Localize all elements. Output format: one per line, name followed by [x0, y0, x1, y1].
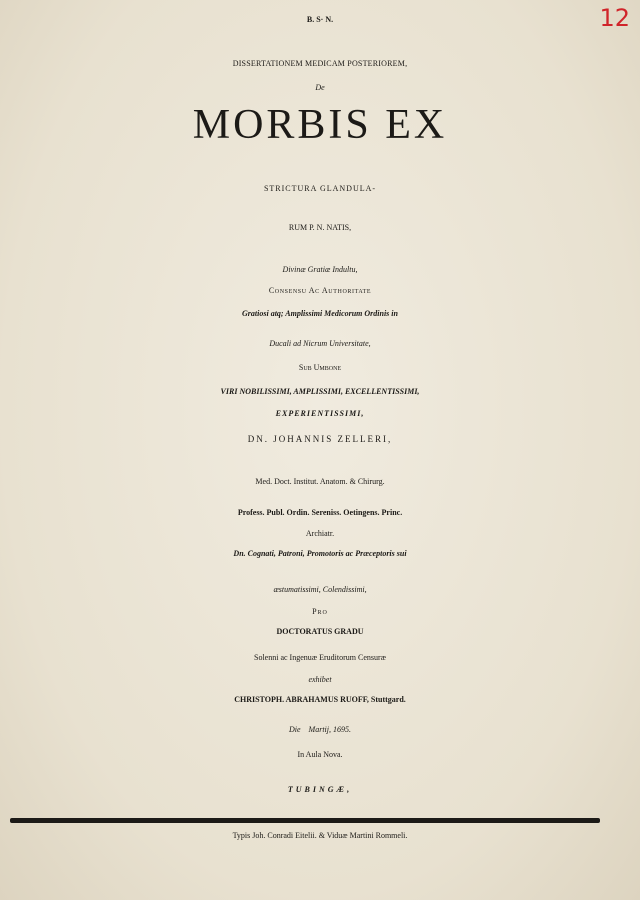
aula-nova-line: In Aula Nova.: [297, 750, 343, 759]
divinae-gratiae: Divinæ Gratiæ Indultu,: [282, 265, 358, 274]
tubingae-line: TUBINGÆ,: [287, 785, 353, 794]
doctoratus-line: DOCTORATUS GRADU: [276, 627, 364, 636]
de-line: De: [315, 83, 325, 92]
author-line: CHRISTOPH. ABRAHAMUS RUOFF, Stuttgard.: [234, 695, 406, 704]
title-morbis-ex: MORBIS EX: [192, 102, 448, 148]
solenni-line: Solenni ac Ingenuæ Eruditorum Censuræ: [254, 653, 386, 662]
profess-line: Profess. Publ. Ordin. Sereniss. Oetingens. Princ.: [237, 508, 403, 517]
experientissimi-line: EXPERIENTISSIMI,: [275, 409, 365, 418]
exhibet-line: exhibet: [308, 675, 332, 684]
zelleri-name: DN. JOHANNIS ZELLERI,: [247, 434, 393, 444]
archiatr-line: Archiatr.: [305, 529, 335, 538]
gratiosi-line: Gratiosi atq; Amplissimi Medicorum Ordinis in: [242, 309, 398, 318]
cognati-line: Dn. Cognati, Patroni, Promotoris ac Præceptoris sui: [233, 549, 407, 558]
pro-line: Pro: [312, 607, 328, 616]
printer-imprint: Typis Joh. Conradi Eitelii. & Viduæ Martini Rommeli.: [232, 831, 408, 840]
sub-umbone-line: Sub Umbone: [298, 363, 342, 372]
date-line: Die Martij, 1695.: [289, 725, 351, 734]
aestumatissimi-line: æstumatissimi, Colendissimi,: [273, 585, 367, 594]
title-rum-natis: RUM P. N. NATIS,: [288, 223, 352, 232]
heading-bsn: B. S· N.: [306, 15, 334, 24]
imprint-rule: [10, 818, 600, 823]
consensu-line: Consensu Ac Authoritate: [268, 286, 372, 295]
title-strictura: STRICTURA GLANDULA-: [263, 184, 377, 193]
dissertation-line: DISSERTATIONEM MEDICAM POSTERIOREM,: [232, 59, 408, 68]
viri-line: VIRI NOBILISSIMI, AMPLISSIMI, EXCELLENTISSIMI,: [220, 387, 420, 396]
pencil-page-number: 12: [599, 4, 630, 32]
zelleri-titles: Med. Doct. Institut. Anatom. & Chirurg.: [255, 477, 385, 486]
ducali-line: Ducali ad Nicrum Universitate,: [269, 339, 371, 348]
